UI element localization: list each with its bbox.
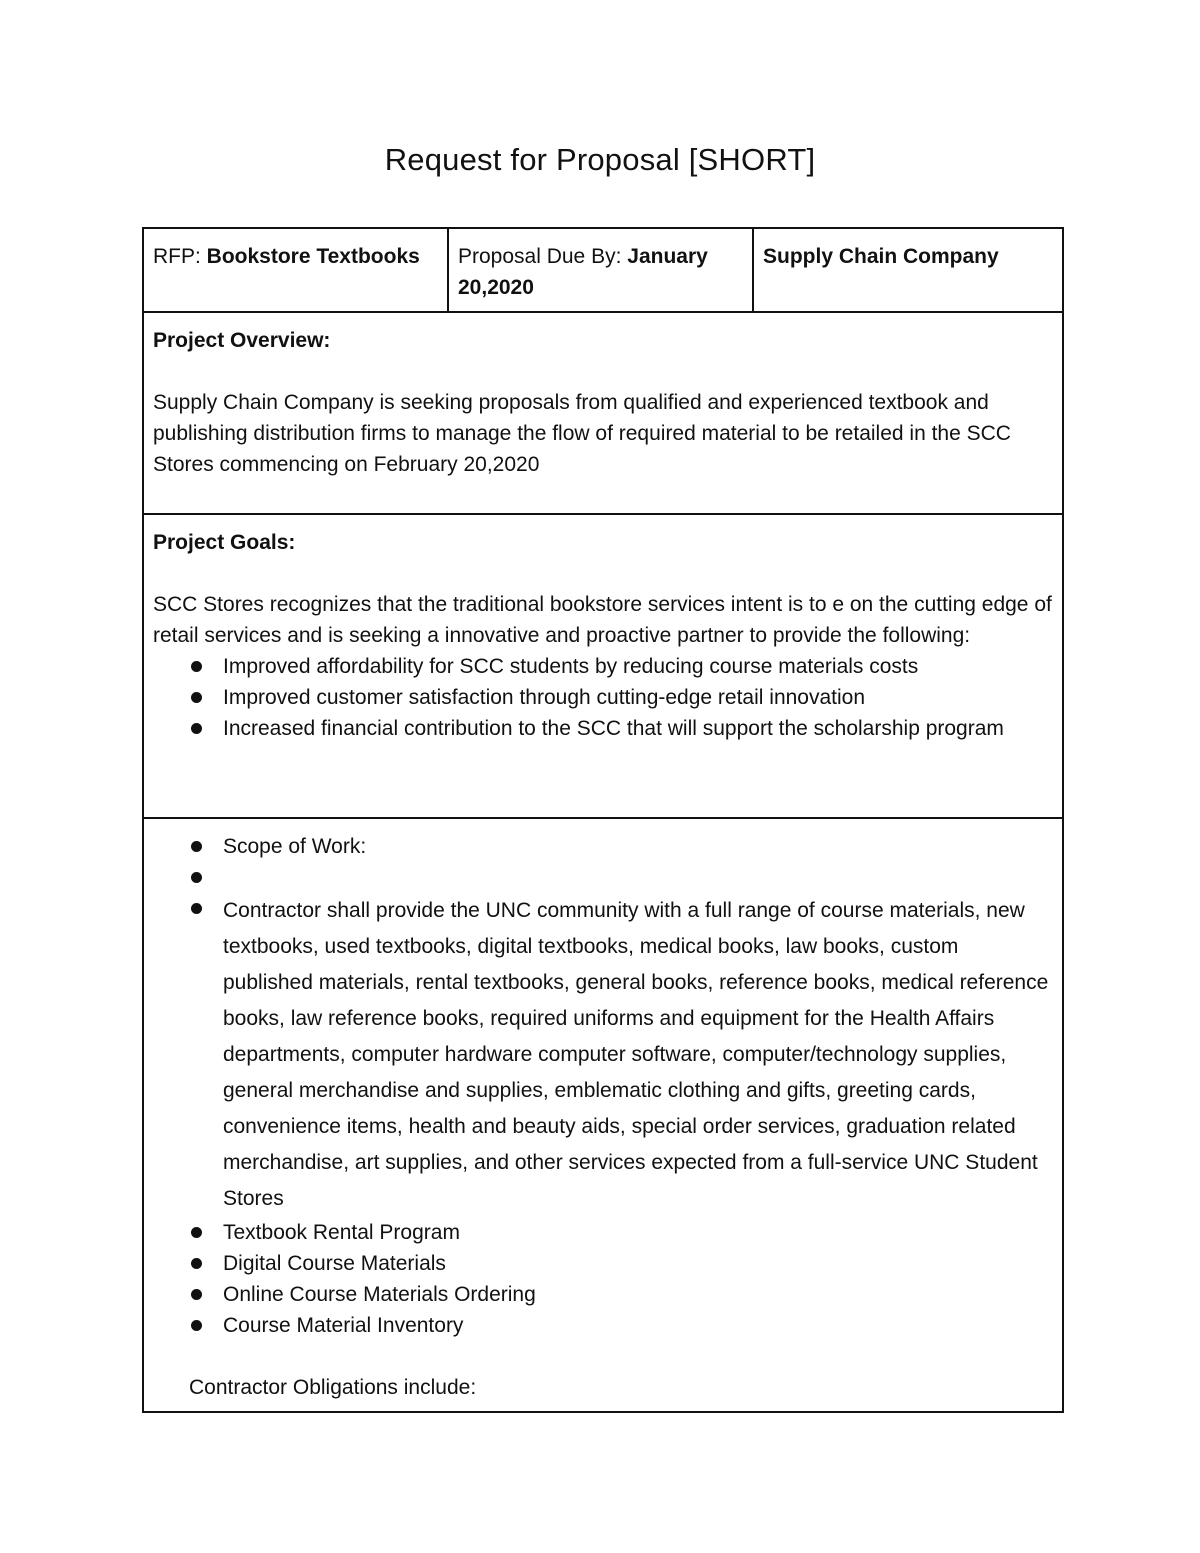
due-date-cell <box>448 228 753 312</box>
due-label: Proposal Due By: <box>458 245 628 268</box>
goal-item-affordability: Improved affordability for SCC students by reducing course materials costs <box>223 651 1054 682</box>
rfp-table <box>142 227 1064 1413</box>
due-value: January 20,2020 <box>458 245 708 299</box>
scope-item-digital: Digital Course Materials <box>223 1248 1054 1279</box>
scope-item-rental: Textbook Rental Program <box>223 1217 1054 1248</box>
goal-item-contribution: Increased financial contribution to the SCC that will support the scholarship program <box>223 713 1054 744</box>
company-name: Supply Chain Company <box>763 245 999 268</box>
scope-list <box>153 831 1054 1341</box>
goals-list <box>153 651 1054 744</box>
header-row <box>143 228 1063 312</box>
overview-heading: Project Overview: <box>153 329 331 352</box>
scope-item-heading: Scope of Work: <box>223 831 1054 862</box>
company-cell <box>753 228 1063 312</box>
goals-cell <box>143 514 1063 818</box>
scope-item-online: Online Course Materials Ordering <box>223 1279 1054 1310</box>
page-title: Request for Proposal [SHORT] <box>384 142 816 177</box>
obligations-text: Contractor Obligations include: <box>189 1376 477 1399</box>
scope-item-empty <box>223 862 1054 893</box>
goal-item-satisfaction: Improved customer satisfaction through cutting-edge retail innovation <box>223 682 1054 713</box>
rfp-value: Bookstore Textbooks <box>206 245 420 268</box>
goals-heading: Project Goals: <box>153 531 296 554</box>
rfp-cell <box>143 228 448 312</box>
goals-intro: SCC Stores recognizes that the traditional bookstore services intent is to e on the cutting edge of retail services and is seeking a innovative and proactive partner to provide the following: <box>153 593 1052 647</box>
overview-row <box>143 312 1063 514</box>
overview-cell <box>143 312 1063 514</box>
scope-item-contractor: Contractor shall provide the UNC community with a full range of course materials, new textbooks, used textbooks, digital textbooks, medical books, law books, custom published materials, rental textbooks, general books, reference books, medical reference books, law reference books, required uniforms and equipment for the Health Affairs departments, computer hardware computer software, computer/technology supplies, general merchandise and supplies, emblematic clothing and gifts, greeting cards, convenience items, health and beauty aids, special order services, graduation related merchandise, art supplies, and other services expected from a full-service UNC Student Stores <box>223 893 1054 1217</box>
scope-cell <box>143 818 1063 1412</box>
rfp-label: RFP: <box>153 245 207 268</box>
scope-row <box>143 818 1063 1412</box>
scope-item-inventory: Course Material Inventory <box>223 1310 1054 1341</box>
goals-row <box>143 514 1063 818</box>
overview-text: Supply Chain Company is seeking proposals from qualified and experienced textbook and publishing distribution firms to manage the flow of required material to be retailed in the SCC Stores commencing on February 20,2020 <box>153 391 1011 476</box>
